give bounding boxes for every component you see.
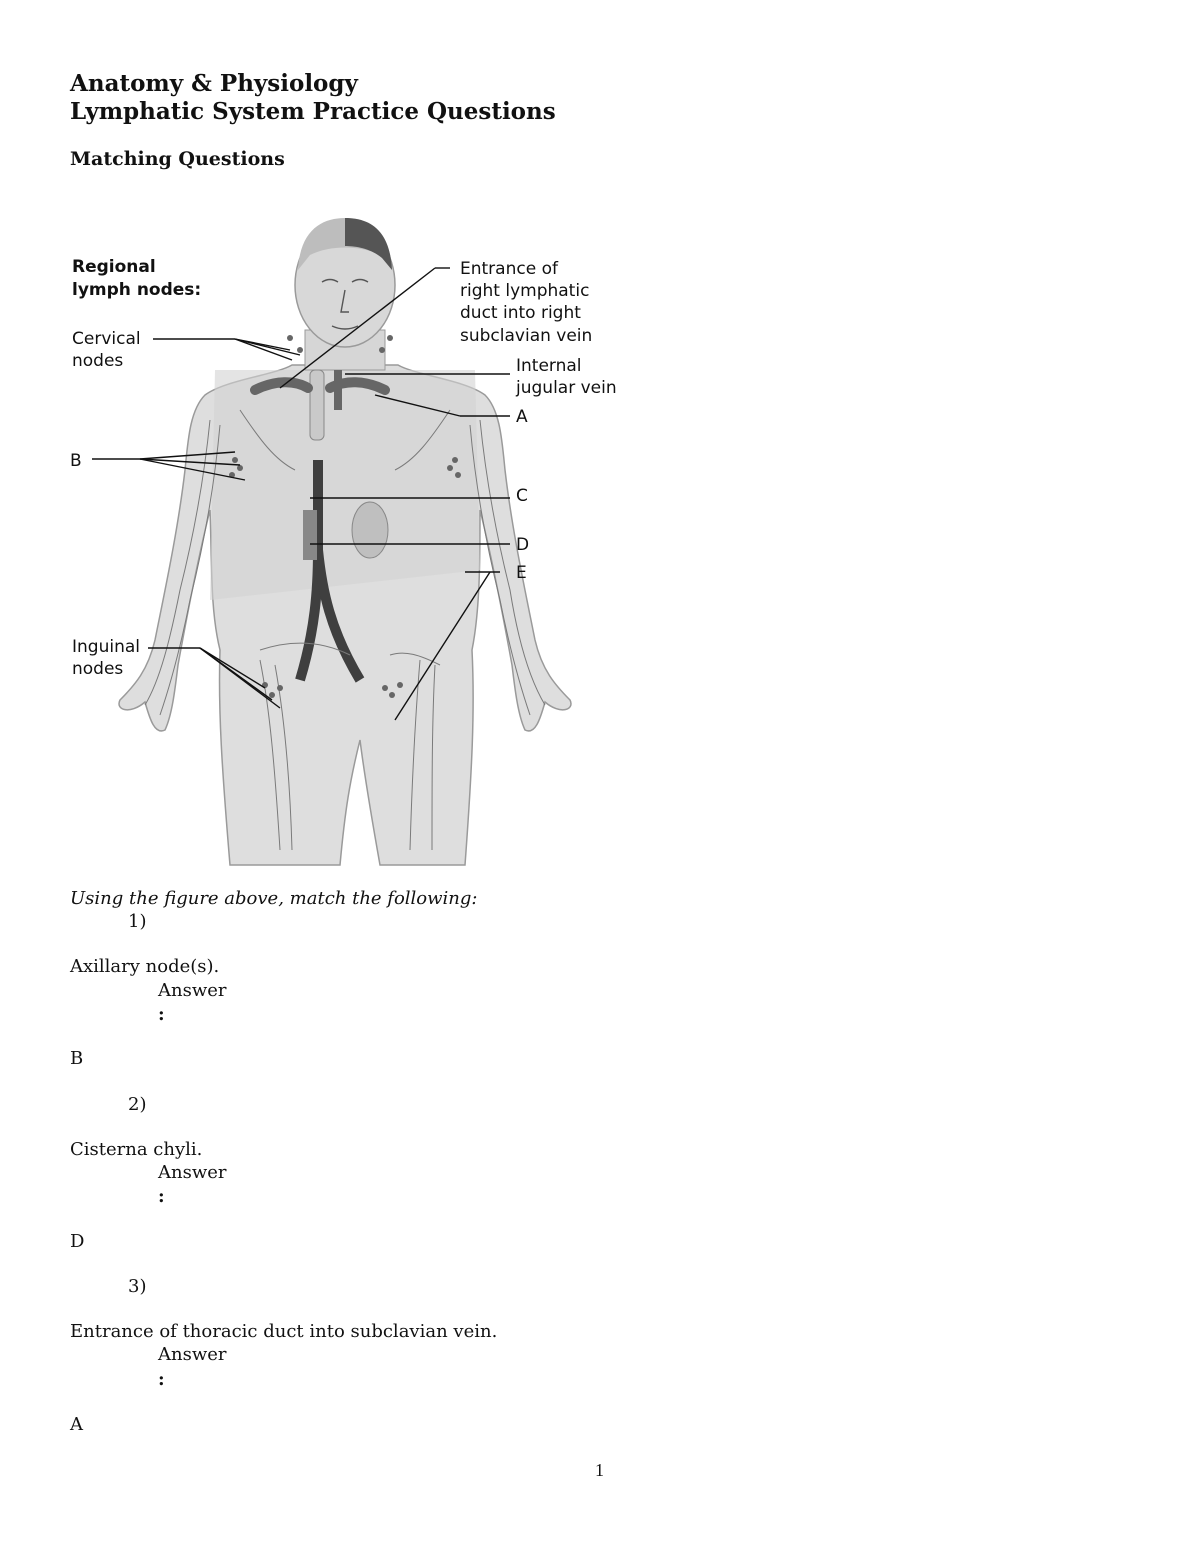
document-title-line1: Anatomy & Physiology [70, 70, 358, 97]
question-1-number: 1) [128, 911, 147, 932]
jugular-label-line2: jugular vein [516, 378, 617, 398]
question-2-text: Cisterna chyli. [70, 1139, 203, 1160]
entrance-label-line3: duct into right [460, 303, 581, 323]
figure-heading-line2: lymph nodes: [72, 280, 202, 300]
question-1-answer-colon: : [158, 1004, 165, 1025]
inguinal-label-line1: Inguinal [72, 637, 140, 657]
entrance-label-line2: right lymphatic [460, 281, 590, 301]
cervical-label-line2: nodes [72, 351, 124, 371]
lymphatic-system-figure [60, 210, 640, 870]
question-1-answer-label: Answer [158, 980, 227, 1001]
question-3-answer-label: Answer [158, 1344, 227, 1365]
document-title-line2: Lymphatic System Practice Questions [70, 98, 556, 125]
question-2-answer: D [70, 1231, 85, 1252]
instructions: Using the figure above, match the following: [70, 888, 478, 909]
label-a: A [516, 407, 528, 427]
question-2-answer-label: Answer [158, 1162, 227, 1183]
question-1-answer: B [70, 1048, 84, 1069]
label-d: D [516, 535, 530, 555]
question-3-number: 3) [128, 1276, 147, 1297]
question-3-answer: A [70, 1414, 83, 1435]
jugular-label-line1: Internal [516, 356, 582, 376]
question-3-text: Entrance of thoracic duct into subclavian vein. [70, 1321, 498, 1342]
section-heading: Matching Questions [70, 148, 285, 170]
label-c: C [516, 486, 528, 506]
question-2-answer-colon: : [158, 1186, 165, 1207]
entrance-label-line1: Entrance of [460, 259, 558, 279]
entrance-label-line4: subclavian vein [460, 326, 593, 346]
figure-heading-line1: Regional [72, 257, 156, 277]
label-e: E [516, 563, 527, 583]
inguinal-label-line2: nodes [72, 659, 124, 679]
page-number: 1 [595, 1460, 604, 1480]
cervical-label-line1: Cervical [72, 329, 141, 349]
question-2-number: 2) [128, 1094, 147, 1115]
question-1-text: Axillary node(s). [70, 956, 220, 977]
label-b: B [70, 451, 82, 471]
question-3-answer-colon: : [158, 1369, 165, 1390]
